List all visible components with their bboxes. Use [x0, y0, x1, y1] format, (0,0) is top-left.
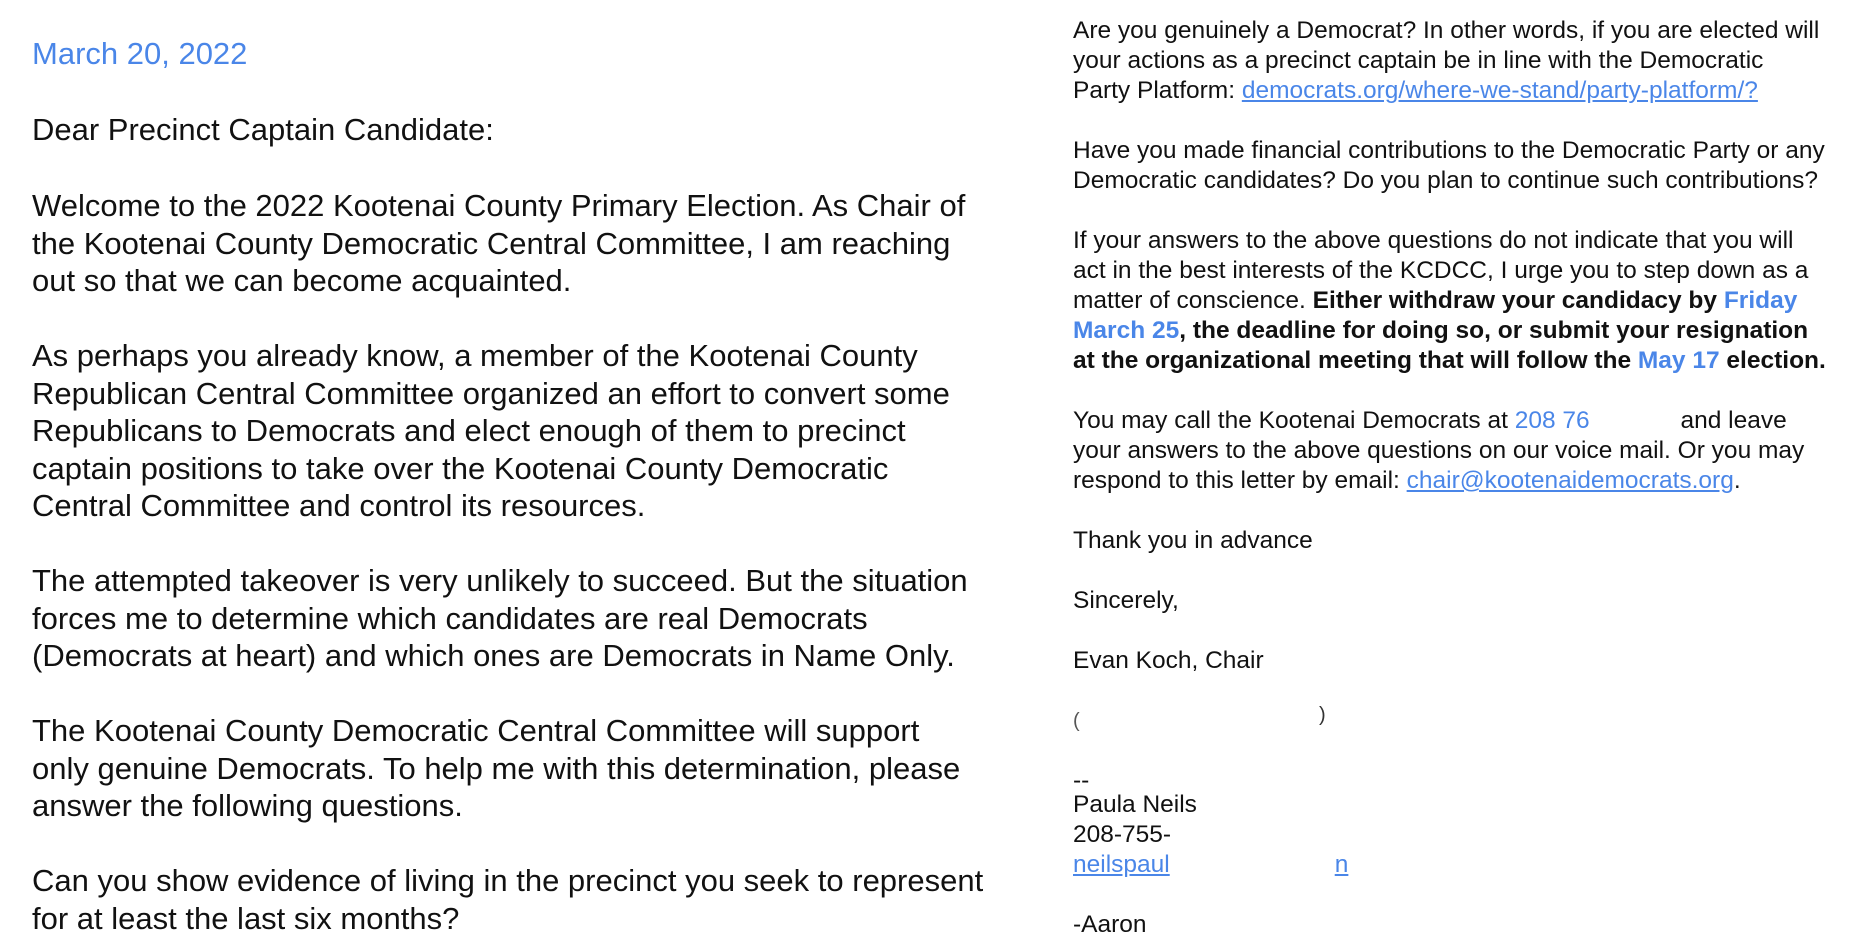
- redacted-fragment-left: (: [1073, 710, 1080, 732]
- redacted-fragment-right: ): [1319, 704, 1326, 726]
- text-line: act in the best interests of the KCDCC, I urge you to step down as a: [1073, 257, 1809, 284]
- text-line: answer the following questions.: [32, 788, 463, 823]
- text-line: If your answers to the above questions do not indicate that you will: [1073, 227, 1794, 254]
- platform-label: Party Platform:: [1073, 77, 1242, 104]
- text-line: [1073, 466, 1741, 496]
- text-line: [1073, 406, 1787, 436]
- text-line: out so that we can become acquainted.: [32, 263, 572, 298]
- chair-email-link[interactable]: chair@kootenaidemocrats.org: [1406, 467, 1734, 494]
- text-segment: and leave: [1673, 407, 1787, 434]
- text-line: Republicans to Democrats and elect enough of them to precinct: [32, 413, 906, 448]
- text-line: [1073, 316, 1808, 346]
- text-line: Central Committee and control its resources.: [32, 488, 646, 523]
- text-line: captain positions to take over the Kootenai County Democratic: [32, 450, 889, 486]
- deadline-date: March 25: [1073, 317, 1180, 344]
- text-line: for at least the last six months?: [32, 900, 460, 936]
- bold-segment: , the deadline for doing so, or submit your resignation: [1179, 317, 1809, 344]
- text-line: [1073, 286, 1797, 316]
- text-segment: respond to this letter by email:: [1073, 467, 1407, 494]
- sender-line: -Aaron: [1073, 911, 1147, 938]
- deadline-date: Friday: [1723, 287, 1798, 314]
- text-line: your answers to the above questions on our voice mail. Or you may: [1073, 437, 1805, 464]
- bold-segment: election.: [1719, 347, 1826, 374]
- letter-date: March 20, 2022: [32, 36, 248, 71]
- redacted-block: [1590, 408, 1674, 428]
- party-platform-link[interactable]: democrats.org/where-we-stand/party-platform/?: [1241, 77, 1758, 104]
- text-line: Are you genuinely a Democrat? In other words, if you are elected will: [1073, 17, 1820, 44]
- text-line: The attempted takeover is very unlikely to succeed. But the situation: [32, 563, 968, 598]
- bold-segment: Either withdraw your candidacy by: [1312, 287, 1724, 314]
- forward-email-line: [1073, 850, 1348, 880]
- salutation: Dear Precinct Captain Candidate:: [32, 112, 494, 147]
- forward-phone: 208-755-: [1073, 821, 1172, 848]
- text-line: only genuine Democrats. To help me with this determination, please: [32, 750, 961, 786]
- forward-name: Paula Neils: [1073, 791, 1197, 818]
- text-line: [1073, 76, 1758, 106]
- text-line: forces me to determine which candidates are real Democrats: [32, 600, 868, 636]
- forward-email-link[interactable]: neilspaul: [1073, 851, 1170, 878]
- text-line: Can you show evidence of living in the precinct you seek to represent: [32, 863, 984, 898]
- text-line: [1073, 346, 1826, 376]
- text-line: The Kootenai County Democratic Central Committee will support: [32, 713, 920, 748]
- redacted-block: [1170, 852, 1335, 872]
- phone-number-link[interactable]: 208 76: [1514, 407, 1590, 434]
- text-line: Democratic candidates? Do you plan to continue such contributions?: [1073, 167, 1818, 194]
- election-date: May 17: [1637, 347, 1720, 374]
- closing-line: Sincerely,: [1073, 587, 1179, 614]
- thanks-line: Thank you in advance: [1073, 527, 1313, 554]
- text-line: the Kootenai County Democratic Central Committee, I am reaching: [32, 225, 951, 261]
- text-segment: .: [1733, 467, 1741, 494]
- text-line: (Democrats at heart) and which ones are Democrats in Name Only.: [32, 638, 955, 673]
- text-segment: You may call the Kootenai Democrats at: [1073, 407, 1515, 434]
- text-segment: matter of conscience.: [1073, 287, 1313, 314]
- text-line: Welcome to the 2022 Kootenai County Primary Election. As Chair of: [32, 188, 966, 223]
- forward-email-tail[interactable]: n: [1334, 851, 1349, 878]
- text-line: As perhaps you already know, a member of the Kootenai County: [32, 338, 918, 373]
- signature-line: Evan Koch, Chair: [1073, 647, 1264, 674]
- text-line: your actions as a precinct captain be in line with the Democratic: [1073, 47, 1764, 74]
- text-line: Republican Central Committee organized an effort to convert some: [32, 375, 950, 411]
- bold-segment: at the organizational meeting that will follow the: [1073, 347, 1638, 374]
- text-line: Have you made financial contributions to the Democratic Party or any: [1073, 137, 1825, 164]
- separator: --: [1073, 767, 1090, 794]
